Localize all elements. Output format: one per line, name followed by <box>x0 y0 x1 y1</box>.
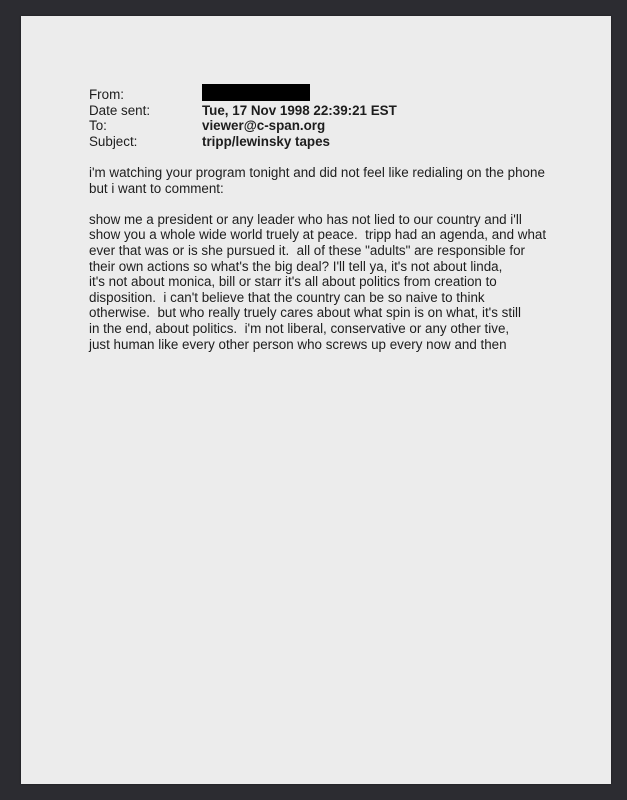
from-label: From: <box>89 87 124 102</box>
subject-row <box>89 134 599 150</box>
from-row <box>89 87 599 103</box>
body-line: their own actions so what's the big deal? I'll tell ya, it's not about linda, <box>89 258 503 274</box>
body-line: show me a president or any leader who has not lied to our country and i'll <box>89 211 522 227</box>
date-row <box>89 103 599 119</box>
redaction-box <box>202 84 310 101</box>
body-line: but i want to comment: <box>89 180 224 196</box>
to-value: viewer@c-span.org <box>202 118 326 134</box>
body-paragraph-1 <box>89 165 599 196</box>
date-label: Date sent: <box>89 102 151 118</box>
body-line: i'm watching your program tonight and did not feel like redialing on the phone <box>89 164 545 180</box>
to-row <box>89 118 599 134</box>
body-line: disposition. i can't believe that the country can be so naive to think <box>89 289 485 305</box>
email-printout <box>89 87 599 352</box>
body-line: it's not about monica, bill or starr it's all about politics from creation to <box>89 274 497 290</box>
document-page <box>21 16 611 784</box>
body-line: in the end, about politics. i'm not liberal, conservative or any other tive, <box>89 320 510 336</box>
date-value: Tue, 17 Nov 1998 22:39:21 EST <box>202 102 397 118</box>
to-label: To: <box>89 118 107 134</box>
body-line: otherwise. but who really truely cares about what spin is on what, it's still <box>89 305 521 321</box>
body-line: show you a whole wide world truely at peace. tripp had an agenda, and what <box>89 227 547 243</box>
body-paragraph-2 <box>89 212 599 352</box>
body-line: just human like every other person who screws up every now and then <box>89 336 507 352</box>
subject-label: Subject: <box>89 133 138 149</box>
body-line: ever that was or is she pursued it. all of these "adults" are responsible for <box>89 242 525 258</box>
subject-value: tripp/lewinsky tapes <box>202 133 330 149</box>
